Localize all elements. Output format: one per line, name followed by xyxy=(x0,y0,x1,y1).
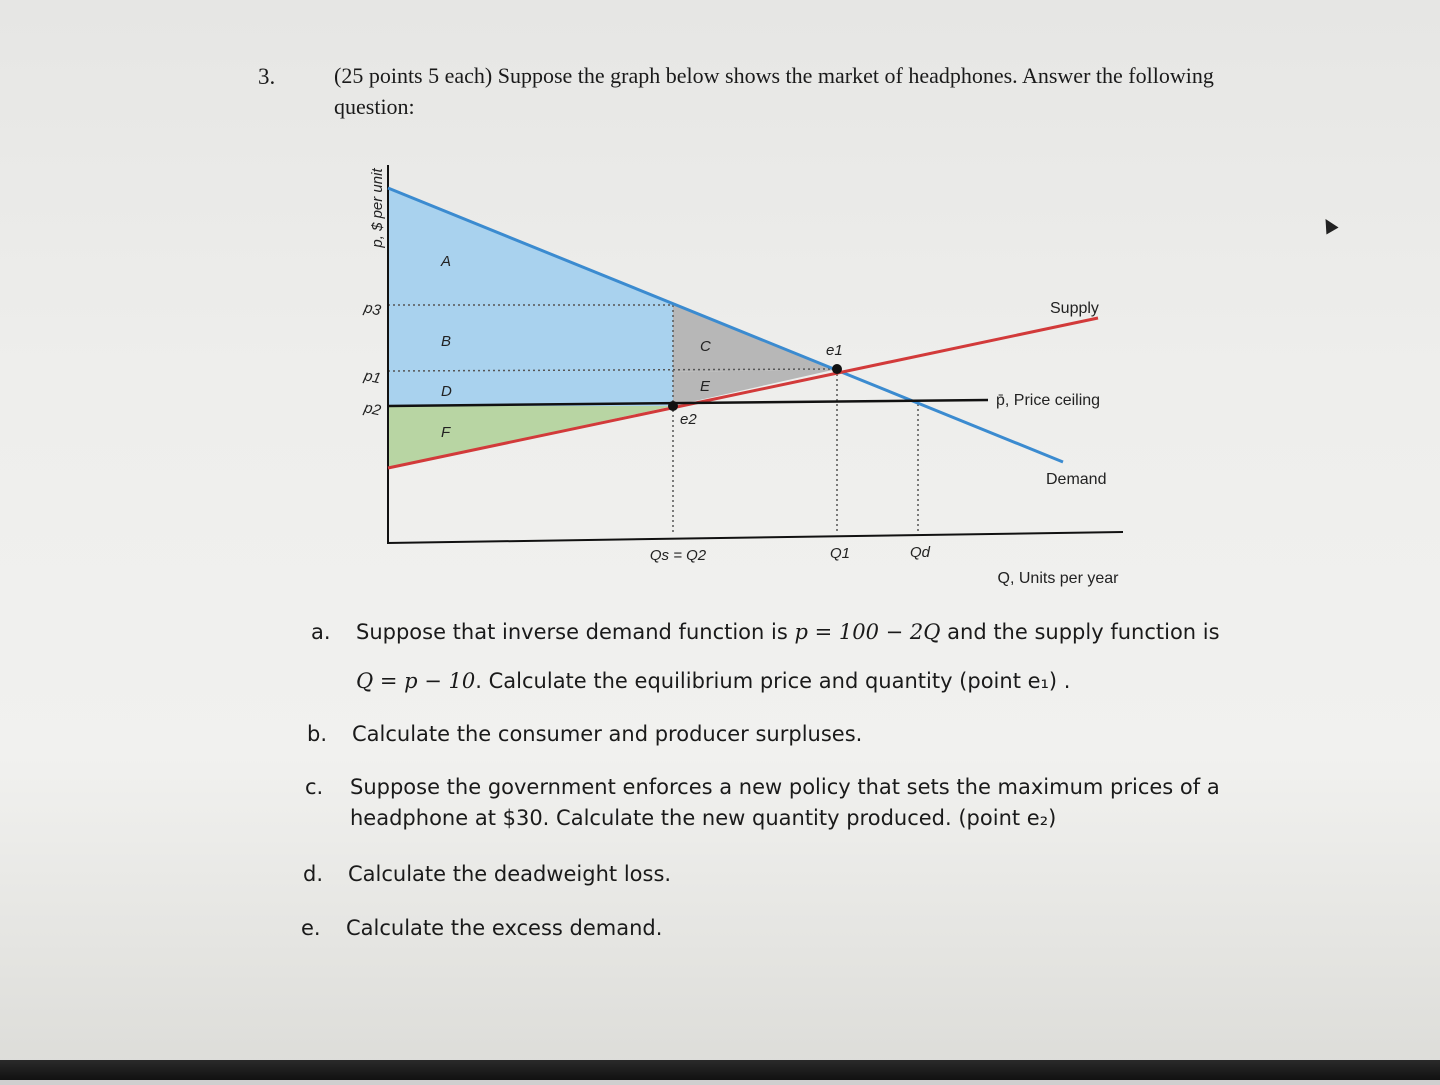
region-d xyxy=(388,372,673,406)
label-p3: p3 xyxy=(362,299,383,320)
question-number: 3. xyxy=(258,64,276,89)
subpart-e xyxy=(301,916,663,940)
supply-equation: Q = p − 10 xyxy=(356,669,476,693)
label-qd: Qd xyxy=(909,544,931,561)
region-label-e: E xyxy=(700,378,711,395)
subpart-b-label: b. xyxy=(307,722,328,746)
subpart-a-label: a. xyxy=(311,620,331,644)
label-e2: e2 xyxy=(680,411,697,428)
point-e2 xyxy=(668,401,678,411)
label-e1: e1 xyxy=(826,342,843,359)
region-label-f: F xyxy=(441,424,451,441)
subpart-a-line-2 xyxy=(356,669,1070,693)
label-p2: p2 xyxy=(362,399,383,420)
subpart-c-label: c. xyxy=(305,775,324,799)
subpart-d-text: Calculate the deadweight loss. xyxy=(348,862,672,886)
region-label-b: B xyxy=(441,333,452,350)
subpart-c-text-1: Suppose the government enforces a new policy that sets the maximum prices of a xyxy=(350,775,1220,799)
question-text: (25 points 5 each) Suppose the graph below shows the market of headphones. Answer the following question: xyxy=(334,63,1214,119)
point-e1 xyxy=(832,364,842,374)
label-qs-q2: Qs = Q2 xyxy=(649,547,707,564)
label-demand: Demand xyxy=(1046,471,1107,488)
x-axis-label: Q, Units per year xyxy=(997,570,1119,587)
label-p1: p1 xyxy=(362,367,383,388)
subpart-b xyxy=(307,722,863,746)
subpart-e-label: e. xyxy=(301,916,321,940)
region-label-a: A xyxy=(441,253,452,270)
label-price-ceiling: p̄, Price ceiling xyxy=(996,392,1101,409)
region-e xyxy=(673,369,837,406)
subpart-d-label: d. xyxy=(303,862,324,886)
subpart-a xyxy=(311,620,1220,644)
subpart-a-text-1: Suppose that inverse demand function is xyxy=(356,620,795,644)
y-axis-label: p, $ per unit xyxy=(369,168,386,248)
screen-bezel xyxy=(0,1060,1440,1080)
label-q1: Q1 xyxy=(829,545,851,562)
label-supply: Supply xyxy=(1050,300,1099,317)
subpart-c-line-2 xyxy=(350,806,1056,830)
subpart-c-text-2: headphone at $30. Calculate the new quantity produced. (point e₂) xyxy=(350,806,1057,830)
region-b xyxy=(388,305,673,372)
subpart-d xyxy=(303,862,672,886)
demand-equation: p = 100 − 2Q xyxy=(794,620,941,644)
region-label-c: C xyxy=(700,338,711,355)
region-label-d: D xyxy=(441,383,452,400)
subpart-b-text: Calculate the consumer and producer surpluses. xyxy=(352,722,863,746)
subpart-e-text: Calculate the excess demand. xyxy=(346,916,663,940)
x-axis xyxy=(387,532,1123,543)
subpart-a-text-3: . Calculate the equilibrium price and quantity (point e₁) . xyxy=(475,669,1071,693)
subpart-a-text-2: and the supply function is xyxy=(940,620,1220,644)
subpart-c xyxy=(305,775,1220,799)
